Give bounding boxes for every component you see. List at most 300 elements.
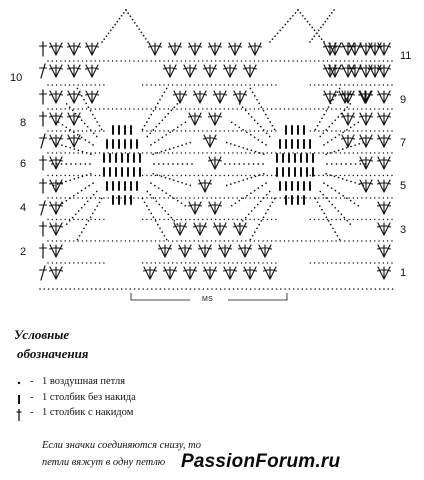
chain-dot [323,144,325,146]
chain-dot [161,151,163,153]
chain-dot [61,144,63,146]
chain-dot [194,175,195,176]
chain-dot [138,28,140,30]
chain-dot [331,175,332,176]
chain-dot [72,110,74,112]
chain-dot [238,200,240,202]
chain-dot [168,197,169,198]
chain-dot [164,235,166,237]
chain-dot [60,130,61,131]
chain-dot [52,219,53,220]
chain-dot [241,108,242,109]
chain-dot [185,197,186,198]
chain-dot [69,197,71,199]
chain-dot [90,84,91,85]
chain-dot [254,130,255,131]
chain-dot [170,110,172,112]
chain-dot [198,60,199,61]
chain-dot [95,262,96,263]
chain-dot [274,198,276,200]
chain-dot [86,60,87,61]
chain-dot [272,125,274,127]
chain-dot [230,183,232,185]
row-number-1: 1 [400,267,407,279]
legend-text-double-crochet: 1 столбик с накидом [42,407,134,418]
chain-dot [61,163,63,165]
chain-dot [198,152,199,153]
chain-dot [173,288,175,290]
chain-dot [242,197,244,199]
chain-dot [146,219,147,220]
chain-dot [73,60,74,61]
dc-cluster [234,91,247,103]
chain-dot [258,103,260,105]
chain-dot [77,175,78,176]
row-number-3: 3 [400,224,407,236]
chain-dot [271,288,273,290]
chain-dot [383,130,384,131]
chain-dot [69,220,71,222]
chain-dot [340,213,342,215]
chain-dot [231,205,233,207]
chain-dot [56,219,57,220]
chain-dot [163,130,164,131]
chain-dot [284,60,285,61]
chain-dot [181,262,182,263]
chain-dot [310,240,311,241]
repeat-label: MS [202,296,214,303]
chain-dot [161,207,163,209]
chain-dot [161,95,163,97]
chain-dot [158,139,160,141]
chain-dot [189,142,191,144]
chain-dot [198,219,199,220]
chain-dot [52,152,53,153]
chain-dot [73,219,74,220]
chain-dot [121,288,123,290]
chain-dot [65,262,66,263]
chain-dot [241,130,242,131]
chain-dot [318,35,320,37]
chain-dot [366,240,367,241]
chain-dot [348,152,349,153]
chain-dot [177,200,179,202]
stitch-symbol-layer [40,42,391,280]
chain-dot [267,152,268,153]
chain-dot [129,240,130,241]
row-number-4: 4 [20,202,27,214]
chain-dot [82,197,83,198]
chain-dot [79,235,81,237]
chain-dot [85,224,87,226]
chain-dot [232,152,233,153]
chain-dot [337,91,339,93]
chain-dot [168,152,169,153]
chain-dot [383,152,384,153]
row-number-8: 8 [20,117,27,129]
chain-dot [77,240,78,241]
note-line-2: петли вяжут в одну петлю [42,457,166,468]
chain-dot [272,38,274,40]
chain-dot [125,60,126,61]
chain-dot [288,60,289,61]
chain-dot [241,219,242,220]
chain-dot [258,187,260,189]
chain-dot [335,108,336,109]
chain-dot [219,240,220,241]
chain-dot [47,219,48,220]
chain-dot [166,88,168,90]
chain-dot [52,288,54,290]
chain-dot [343,110,345,112]
dc-cluster [184,65,197,77]
dc-cluster [50,180,63,192]
chain-dot [206,60,207,61]
dc-edge-stitch [41,134,45,148]
chain-dot [56,108,57,109]
chain-dot [155,288,157,290]
chain-dot [228,108,229,109]
chain-dot [355,163,357,165]
chain-dot [65,163,67,165]
chain-dot [323,108,324,109]
chain-dot [232,84,233,85]
chain-dot [241,288,243,290]
chain-dot [335,197,336,198]
chain-dot [215,152,216,153]
chain-dot [65,152,66,153]
chain-dot [206,130,207,131]
chain-dot [73,195,75,197]
chain-dot [292,15,294,17]
chain-dot [353,197,354,198]
chain-dot [245,262,246,263]
chain-dot [146,136,148,138]
chain-dot [248,113,250,115]
chain-dot [69,175,70,176]
chain-dot [267,288,269,290]
chain-dot [353,130,354,131]
chain-dot [329,152,331,154]
chain-dot [159,197,160,198]
chain-dot [346,129,348,131]
chain-dot [198,108,199,109]
chain-dot [357,240,358,241]
chain-dot [78,150,80,152]
chain-dot [181,124,183,126]
row-number-2: 2 [20,246,27,258]
chain-dot [147,288,149,290]
chain-dot [168,175,169,176]
chain-dot [77,219,78,220]
chain-dot [348,175,349,176]
chain-dot [325,173,327,175]
chain-dot [293,288,295,290]
chain-dot [237,240,238,241]
chain-dot [202,197,203,198]
chain-dot [112,27,114,29]
chain-dot [176,130,177,131]
chain-dot [327,152,328,153]
chain-dot [361,108,362,109]
chain-dot [276,288,278,290]
chain-dot [357,121,359,123]
chain-dot [120,60,121,61]
chain-dot [142,240,143,241]
chain-dot [159,262,160,263]
chain-dot [173,106,175,108]
chain-dot [142,198,144,200]
chain-dot [152,153,154,155]
chain-dot [326,216,328,218]
chain-dot [275,108,276,109]
chain-dot [81,119,83,121]
chain-dot [146,84,147,85]
chain-dot [80,163,82,165]
chain-dot [219,108,220,109]
chain-dot [258,139,260,141]
chain-dot [189,130,190,131]
dc-cluster [68,91,81,103]
chain-dot [202,175,203,176]
chain-dot [328,126,330,128]
dc-cluster [50,157,63,169]
chain-dot [47,240,48,241]
chain-dot [151,219,152,220]
chain-dot [262,84,263,85]
chain-dot [206,219,207,220]
chain-dot [326,110,328,112]
chain-dot [125,108,126,109]
chain-dot [246,178,248,180]
chain-dot [297,152,298,153]
chain-dot [254,60,255,61]
chain-dot [91,288,93,290]
chain-dot [322,194,324,196]
chain-dot [327,262,328,263]
chain-dot [271,197,272,198]
chain-dot [310,197,311,198]
chain-dot [176,103,178,105]
chain-dot [202,60,203,61]
chain-dot [95,175,96,176]
chain-dot [318,130,319,131]
chain-dot [143,35,145,37]
chain-dot [346,179,348,181]
chain-dot [82,84,83,85]
chain-dot [387,197,388,198]
chain-dot [249,219,250,220]
chain-dot [81,207,83,209]
chain-dot [52,262,53,263]
dc-cluster [174,91,187,103]
chain-dot [92,213,94,215]
chain-dot [357,60,358,61]
dc-cluster [378,267,391,279]
chain-dot [366,152,367,153]
chain-dot [251,150,253,152]
chain-dot [287,21,289,23]
chain-dot [173,220,175,222]
chain-dot [331,240,332,241]
chain-dot [56,175,57,176]
chain-dot [343,217,345,219]
chain-dot [232,262,233,263]
chain-dot [56,197,57,198]
chain-dot [150,114,152,116]
chain-dot [314,108,315,109]
chain-dot [77,192,79,194]
chain-dot [245,84,246,85]
chain-dot [82,60,83,61]
chain-dot [301,60,302,61]
chain-dot [374,262,375,263]
chain-dot [254,137,256,139]
chain-dot [133,60,134,61]
chain-dot [177,163,179,165]
chain-dot [146,60,147,61]
chain-dot [165,192,167,194]
chain-dot [267,262,268,263]
chain-dot [353,288,355,290]
dc-edge-stitch [41,266,45,280]
chain-dot [237,262,238,263]
chain-dot [134,288,136,290]
chain-dot [69,147,71,149]
chain-dot [234,163,236,165]
chain-dot [168,108,169,109]
chain-dot [378,84,379,85]
chain-dot [73,84,74,85]
dc-cluster [214,91,227,103]
chain-dot [224,197,225,198]
chain-dot [215,219,216,220]
chain-dot [319,288,321,290]
chain-dot [345,163,347,165]
chain-dot [310,84,311,85]
chain-dot [370,130,371,131]
chain-dot [112,152,113,153]
chain-dot [374,219,375,220]
chain-dot [146,262,147,263]
chain-dot [335,60,336,61]
double-crochet-icon [14,408,28,422]
chain-dot [322,24,324,26]
chain-dot [82,240,83,241]
chain-dot [323,152,324,153]
chain-dot [65,130,66,131]
chain-dot [331,204,333,206]
chain-dot [232,60,233,61]
chain-dot [269,136,271,138]
chain-dot [340,130,341,131]
chain-dot [391,219,392,220]
chain-dot [60,84,61,85]
chain-dot [69,240,70,241]
legend-title-line-1: Условные [14,327,70,342]
chain-dot [159,60,160,61]
chain-dot [238,163,240,165]
chain-dot [331,12,333,14]
dc-cluster [209,202,222,214]
chain-dot [323,213,325,215]
chain-dot [142,129,144,131]
chain-dot [194,60,195,61]
chain-dot [151,60,152,61]
chain-dot [237,60,238,61]
chain-dot [258,224,260,226]
dc-cluster [164,267,177,279]
chain-dot [327,219,328,220]
chain-dot [315,198,317,200]
chain-dot [305,60,306,61]
chain-dot [262,60,263,61]
chain-dot [52,197,53,198]
chain-dot [361,84,362,85]
chain-dot [346,197,348,199]
chain-dot [241,84,242,85]
chain-dot [87,288,89,290]
chain-dot [133,108,134,109]
chain-dot [39,288,41,290]
chain-dot [357,108,358,109]
chain-dot [318,30,320,32]
chain-dot [275,240,276,241]
chain-dot [348,130,349,131]
chain-dot [108,197,109,198]
chain-dot [142,130,143,131]
chain-dot [163,175,164,176]
chain-dot [361,219,362,220]
chain-dot [330,224,332,226]
chain-dot [69,262,70,263]
chain-dot [348,108,349,109]
chain-dot [228,152,229,153]
chain-dot [150,144,152,146]
chain-dot [157,224,159,226]
chain-dot [90,110,92,112]
chain-dot [158,123,160,125]
chain-dot [302,15,304,17]
chain-dot [168,60,169,61]
chain-dot [152,197,154,199]
chain-dot [146,240,147,241]
dc-cluster [144,267,157,279]
dc-cluster [342,135,355,147]
chain-dot [354,182,356,184]
chain-dot [173,197,175,199]
chain-dot [176,197,177,198]
chain-dot [60,60,61,61]
chain-dot [198,130,199,131]
chain-dot [92,182,94,184]
chain-dot [374,175,375,176]
chain-dot [189,60,190,61]
chain-dot [241,175,242,176]
chain-dot [297,288,299,290]
chain-dot [99,175,100,176]
dc-cluster [174,223,187,235]
chain-dot [357,152,358,153]
chain-dot [271,219,272,220]
chain-dot [151,240,152,241]
single-crochet-icon [14,393,28,407]
chain-dot [155,152,156,153]
chain-dot [337,210,339,212]
chain-dot [176,262,177,263]
chain-dot [271,130,272,131]
dc-cluster [264,267,277,279]
